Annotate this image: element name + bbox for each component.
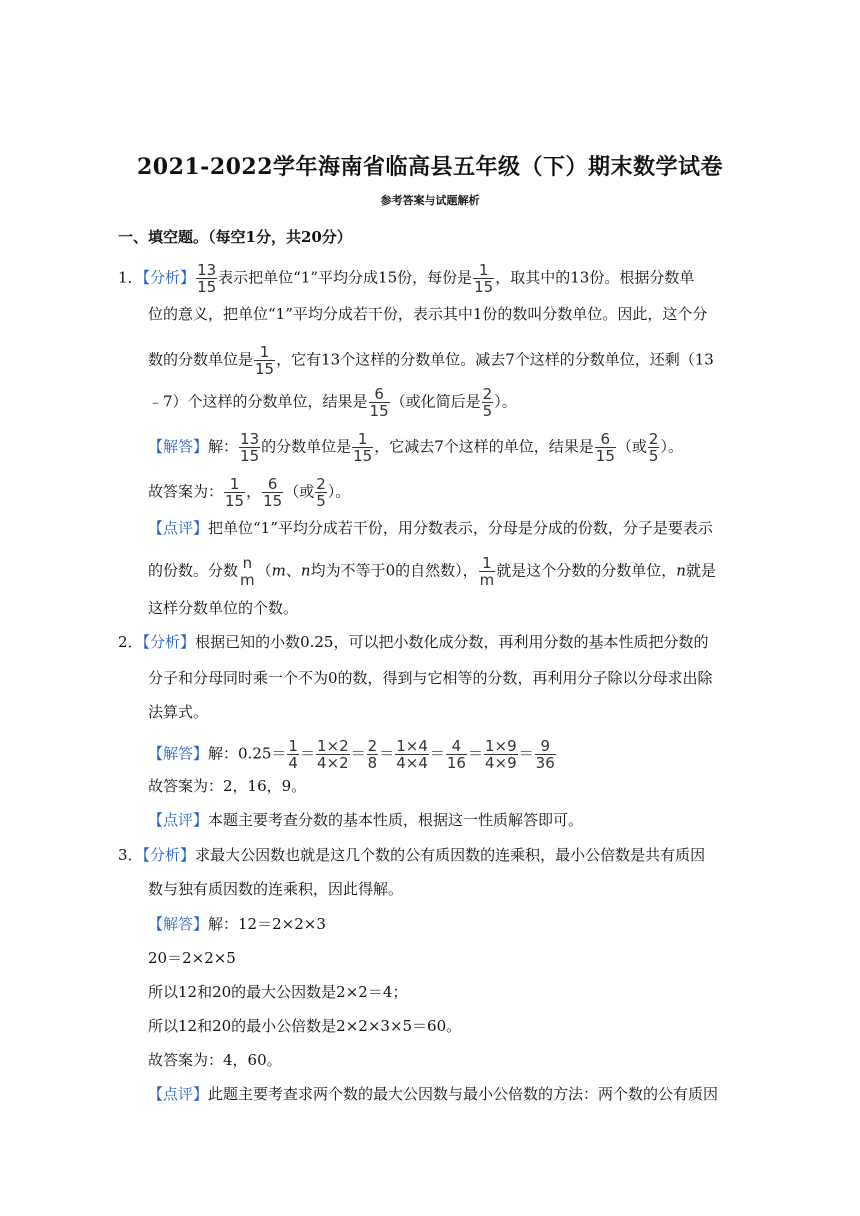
q1-analysis-line3: [148, 344, 714, 377]
analysis-tag: 【分析】: [142, 846, 196, 864]
text: ，: [246, 482, 262, 501]
q3-analysis-line2: 数与独有质因数的连乘积，因此得解。: [148, 880, 404, 898]
equals-sign: ＝: [518, 744, 534, 763]
fraction: $\frac{4}{16}$: [446, 737, 466, 772]
answer-tag: 【解答】: [148, 915, 209, 933]
fraction: $\frac{2}{5}$: [316, 475, 326, 510]
text: 故答案为：: [148, 482, 224, 501]
q2-number: 2．: [118, 633, 143, 651]
fraction: $\frac{6}{15}$: [369, 385, 389, 420]
analysis-tag: 【分析】: [142, 633, 196, 651]
q2-analysis-line2: 分子和分母同时乘一个不为0的数，得到与它相等的分数，再利用分子除以分母求出除: [148, 669, 713, 687]
text: （或: [284, 482, 315, 501]
equals-sign: ＝: [467, 744, 483, 763]
text: ，取其中的13份。根据分数单: [495, 268, 695, 287]
text: 把单位“1”平均分成若干份，用分数表示，分母是分成的份数，分子是要表示: [208, 519, 713, 537]
q2-result-line: 故答案为：2，16，9。: [148, 777, 307, 795]
fraction: $\frac{13}{15}$: [197, 261, 217, 296]
text: n: [300, 561, 311, 580]
q3-result-line: 故答案为：4，60。: [148, 1051, 282, 1069]
fraction: $\frac{1\times 9}{4\times 9}$: [485, 737, 517, 772]
text: （: [256, 561, 272, 580]
q1-result-line: [148, 476, 350, 509]
text: 数的分数单位是: [148, 350, 254, 369]
text: ）。: [660, 437, 683, 456]
q1-solution-line: [148, 431, 683, 464]
text: n: [676, 561, 686, 580]
text: ，它减去7个这样的单位，结果是: [374, 437, 594, 456]
q1-comment-line1: [148, 518, 713, 538]
text: 解：: [208, 437, 239, 456]
analysis-tag: 【分析】: [142, 268, 196, 287]
comment-tag: 【点评】: [148, 811, 209, 829]
answer-tag: 【解答】: [148, 437, 209, 456]
fraction: $\frac{13}{15}$: [240, 430, 260, 465]
text: 解：12＝2×2×3: [208, 915, 326, 933]
q1-comment-line3: 这样分数单位的个数。: [148, 599, 299, 617]
fraction: $\frac{6}{15}$: [263, 475, 283, 510]
q3-solution-line4: 所以12和20的最小公倍数是2×2×3×5＝60。: [148, 1017, 462, 1035]
text: 均为不等于0的自然数），: [310, 561, 478, 580]
page-subtitle: 参考答案与试题解析: [380, 194, 480, 207]
text: （或化简后是: [390, 392, 481, 411]
text: 求最大公因数也就是这几个数的公有质因数的连乘积，最小公倍数是共有质因: [195, 846, 706, 864]
text: 、: [285, 561, 301, 580]
fraction: $\frac{2}{8}$: [367, 737, 378, 772]
text: （或: [616, 437, 647, 456]
equals-sign: ＝: [429, 744, 445, 763]
text: 就是这个分数的分数单位，: [496, 561, 677, 580]
text: 的分数单位是: [261, 437, 352, 456]
equals-sign: ＝: [379, 744, 395, 763]
text: 就是: [685, 561, 716, 580]
text: 表示把单位“1”平均分成15份，每份是: [218, 268, 473, 287]
text: 的份数。分数: [148, 561, 239, 580]
q3-analysis-line1: [118, 845, 705, 865]
fraction: $\frac{2}{5}$: [482, 385, 493, 420]
q2-analysis-line1: [118, 632, 708, 652]
text: m: [271, 561, 286, 580]
equals-sign: ＝: [299, 744, 315, 763]
fraction: $\frac{1}{15}$: [353, 430, 373, 465]
comment-tag: 【点评】: [148, 1085, 209, 1103]
fraction: $\frac{1\times 4}{4\times 4}$: [396, 737, 428, 772]
text: 本题主要考查分数的基本性质，根据这一性质解答即可。: [208, 811, 584, 829]
q1-comment-line2: [148, 555, 716, 588]
section-heading: 一、填空题。（每空1分，共20分）: [118, 228, 352, 246]
fraction: $\frac{6}{15}$: [595, 430, 615, 465]
text: ）。: [494, 392, 517, 411]
q3-solution-line1: [148, 914, 326, 934]
q3-solution-line2: 20＝2×2×5: [148, 949, 236, 967]
q3-comment-line: [148, 1084, 718, 1104]
text: ﹣7）个这样的分数单位，结果是: [148, 392, 368, 411]
answer-tag: 【解答】: [148, 744, 209, 763]
page-title: 2021-2022学年海南省临高县五年级（下）期末数学试卷: [136, 154, 724, 180]
text: 解：0.25＝: [208, 744, 287, 763]
q2-solution-line: [148, 738, 557, 771]
fraction: $\frac{2}{5}$: [648, 430, 659, 465]
fraction: $\frac{1}{15}$: [225, 475, 245, 510]
q1-analysis-line2: 位的意义，把单位“1”平均分成若干份，表示其中1份的数叫分数单位。因此，这个分: [148, 305, 708, 323]
fraction: $\frac{1}{m}$: [479, 554, 495, 589]
text: ）。: [327, 482, 351, 501]
equals-sign: ＝: [350, 744, 366, 763]
fraction: n m: [240, 554, 255, 589]
comment-tag: 【点评】: [148, 519, 209, 537]
text: ，它有13个这样的分数单位。减去7个这样的分数单位，还剩（13: [276, 350, 714, 369]
text: 根据已知的小数0.25，可以把小数化成分数，再利用分数的基本性质把分数的: [195, 633, 709, 651]
fraction: $\frac{9}{36}$: [535, 737, 555, 772]
q3-solution-line3: 所以12和20的最大公因数是2×2＝4；: [148, 983, 408, 1001]
fraction: $\frac{1}{15}$: [255, 343, 275, 378]
fraction: $\frac{1\times 2}{4\times 2}$: [316, 737, 349, 772]
q2-analysis-line3: 法算式。: [148, 703, 209, 721]
q2-comment-line: [148, 810, 583, 830]
q1-analysis-line1: [118, 262, 694, 295]
text: 此题主要考查求两个数的最大公因数与最小公倍数的方法：两个数的公有质因: [208, 1085, 719, 1103]
q1-number: 1．: [118, 268, 143, 287]
fraction: $\frac{1}{15}$: [474, 261, 494, 296]
q1-analysis-line4: [148, 386, 517, 419]
q3-number: 3．: [118, 846, 143, 864]
fraction: $\frac{1}{4}$: [288, 737, 298, 772]
